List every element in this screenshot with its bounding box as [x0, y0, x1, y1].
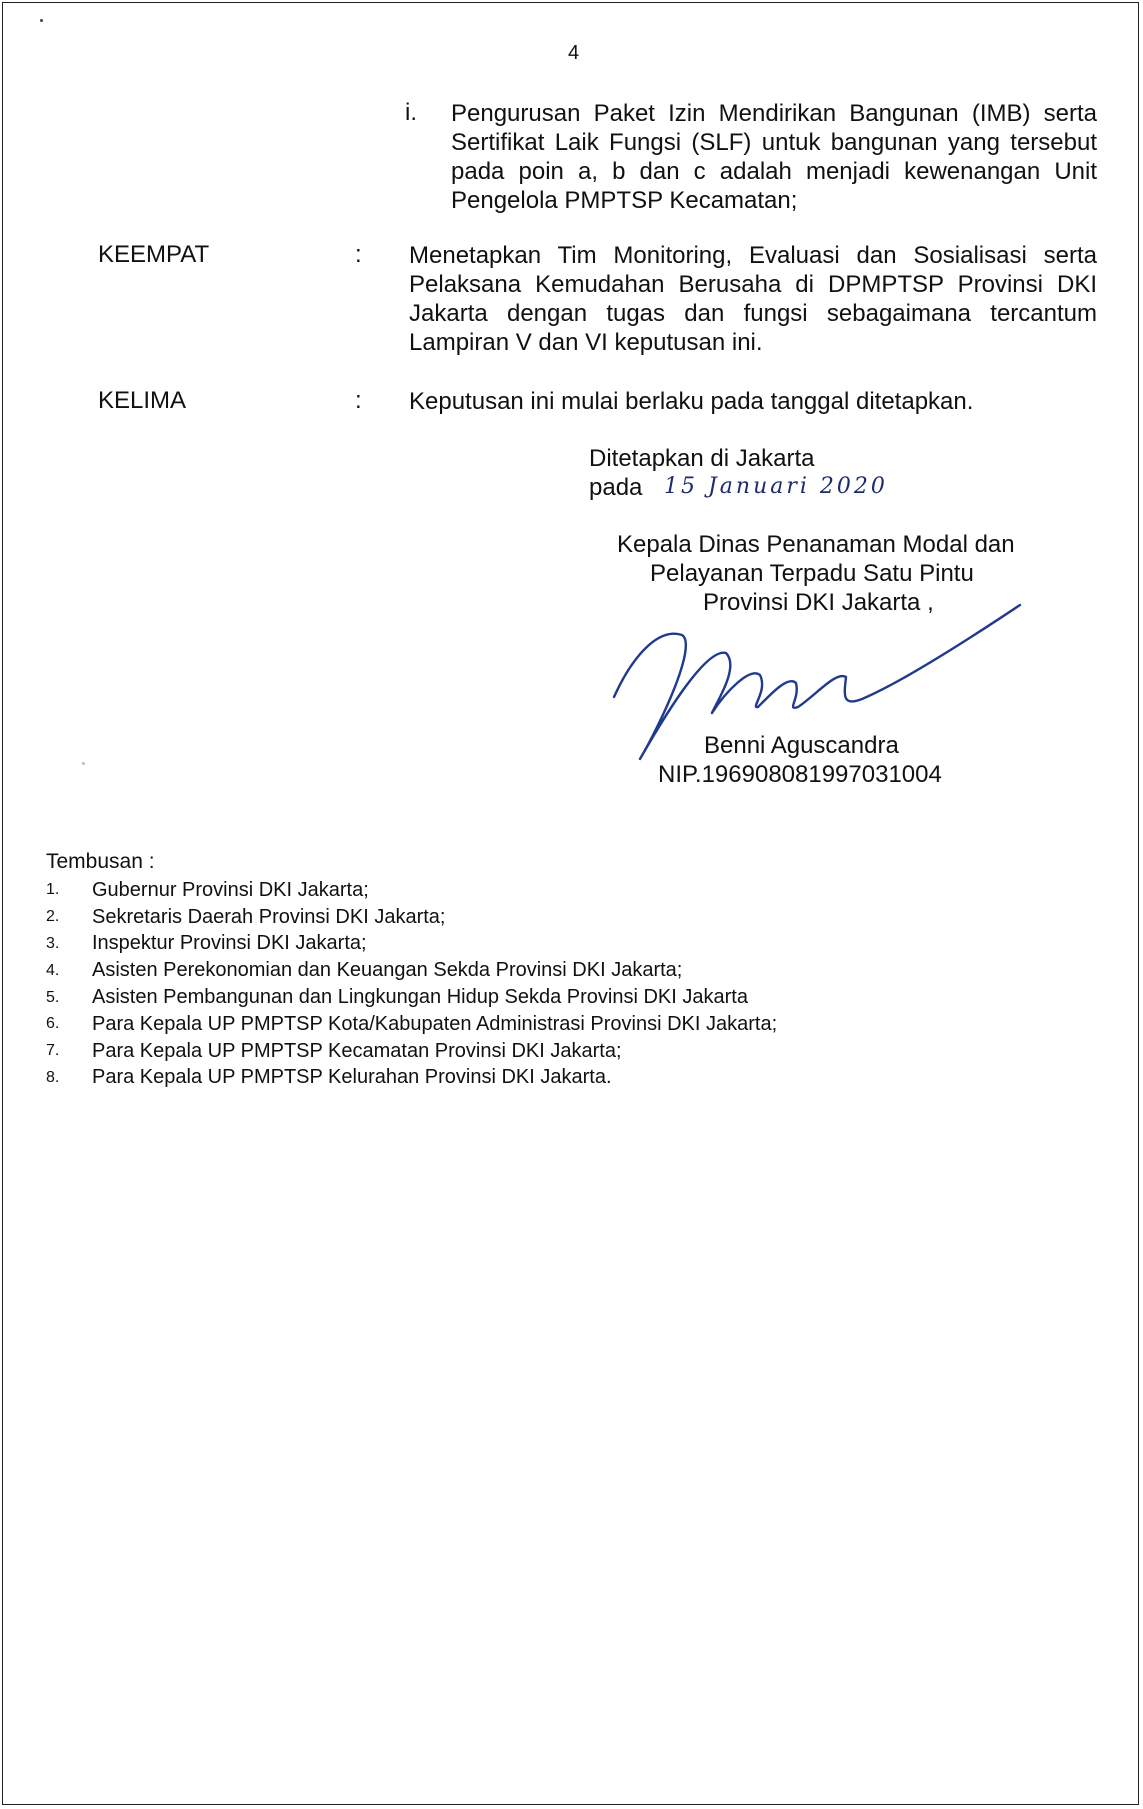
list-item-number: 7.: [46, 1042, 60, 1060]
scan-speck: [82, 762, 85, 765]
list-item-number: 3.: [46, 934, 60, 952]
list-item-text: Gubernur Provinsi DKI Jakarta;: [92, 878, 369, 901]
list-item-number: 6.: [46, 1015, 60, 1033]
item-i-text: Pengurusan Paket Izin Mendirikan Bangunan (IMB) serta Sertifikat Laik Fungsi (SLF) untuk bangunan yang tersebut pada poin a, b dan c adalah menjadi kewenangan Unit Pengelola PMPTSP Kecamatan;: [451, 100, 1097, 214]
signer-nip: NIP.196908081997031004: [658, 761, 942, 788]
list-item-text: Sekretaris Daerah Provinsi DKI Jakarta;: [92, 905, 446, 928]
list-item: [46, 957, 946, 984]
list-item: [46, 1038, 946, 1065]
section-label-keempat: KEEMPAT: [98, 241, 210, 268]
scan-speck: [40, 19, 43, 22]
list-item: [46, 877, 946, 904]
handwritten-date: 15 Januari 2020: [664, 474, 888, 499]
position-line-1: Kepala Dinas Penanaman Modal dan: [617, 531, 1015, 558]
position-line-2: Pelayanan Terpadu Satu Pintu: [650, 560, 974, 587]
list-item: [46, 1011, 946, 1038]
list-item-number: 8.: [46, 1068, 60, 1086]
list-item: [46, 1065, 946, 1092]
list-item: [46, 931, 946, 958]
section-text-kelima: Keputusan ini mulai berlaku pada tanggal ditetapkan.: [409, 388, 974, 415]
page-number: 4: [568, 42, 580, 64]
item-i-letter: i.: [405, 99, 417, 126]
list-item-text: Inspektur Provinsi DKI Jakarta;: [92, 932, 367, 955]
section-label-kelima: KELIMA: [98, 387, 187, 414]
list-item: [46, 984, 946, 1011]
position-line-3: Provinsi DKI Jakarta ,: [703, 589, 934, 616]
list-item-number: 1.: [46, 881, 60, 899]
section-colon: :: [355, 241, 362, 268]
list-item-number: 2.: [46, 908, 60, 926]
section-colon: :: [355, 387, 362, 414]
list-item-text: Para Kepala UP PMPTSP Kecamatan Provinsi DKI Jakarta;: [92, 1039, 622, 1062]
list-item-text: Asisten Perekonomian dan Keuangan Sekda Provinsi DKI Jakarta;: [92, 959, 683, 982]
date-prefix: pada: [589, 474, 643, 501]
signer-name: Benni Aguscandra: [704, 732, 899, 759]
section-text-keempat: Menetapkan Tim Monitoring, Evaluasi dan Sosialisasi serta Pelaksana Kemudahan Berusaha di DPMPTSP Provinsi DKI Jakarta dengan tugas dan fungsi sebagaimana tercantum Lampiran V dan VI keputusan ini.: [409, 242, 1097, 356]
place-line: Ditetapkan di Jakarta: [589, 445, 815, 472]
list-item-number: 4.: [46, 961, 60, 979]
list-item-text: Para Kepala UP PMPTSP Kota/Kabupaten Administrasi Provinsi DKI Jakarta;: [92, 1012, 778, 1035]
tembusan-title: Tembusan :: [46, 850, 155, 873]
list-item-text: Asisten Pembangunan dan Lingkungan Hidup Sekda Provinsi DKI Jakarta: [92, 986, 748, 1009]
tembusan-list: [46, 877, 946, 1091]
list-item: [46, 904, 946, 931]
list-item-text: Para Kepala UP PMPTSP Kelurahan Provinsi DKI Jakarta.: [92, 1066, 612, 1089]
list-item-number: 5.: [46, 988, 60, 1006]
